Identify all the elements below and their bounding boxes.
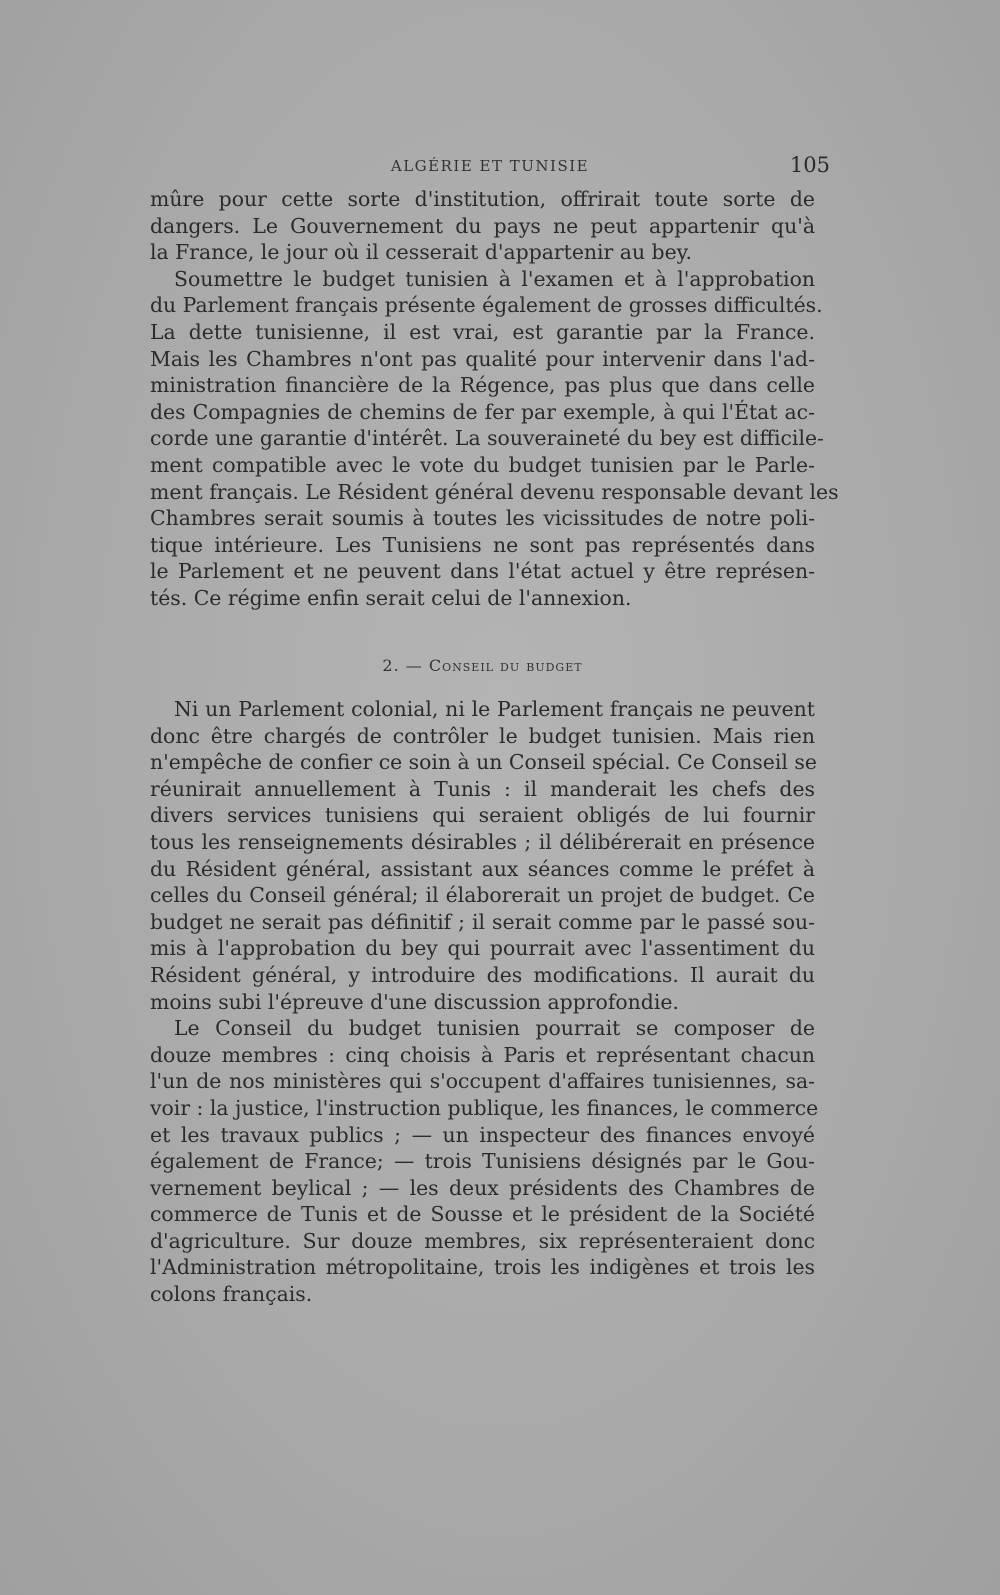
text-line: tous les renseignements désirables ; il délibérerait en présence	[150, 829, 815, 854]
section-number: 2. —	[382, 656, 423, 675]
paragraph-continuation	[150, 186, 815, 266]
paragraph-council	[150, 696, 815, 1015]
text-line: et les travaux publics ; — un inspecteur des finances envoyé	[150, 1122, 815, 1147]
text-line: celles du Conseil général; il élaborerait un projet de budget. Ce	[150, 883, 815, 908]
text-line: mûre pour cette sorte d'institution, offrirait toute sorte de	[150, 187, 815, 211]
text-line: Résident général, y introduire des modifications. Il aurait du	[150, 962, 815, 987]
text-line: Le Conseil du budget tunisien pourrait se composer de	[174, 1016, 815, 1041]
text-line: voir : la justice, l'instruction publique, les finances, le commerce	[150, 1095, 819, 1120]
text-line: d'agriculture. Sur douze membres, six représenteraient donc	[150, 1228, 815, 1253]
text-line: réunirait annuellement à Tunis : il manderait les chefs des	[150, 776, 815, 801]
text-line: tique intérieure. Les Tunisiens ne sont pas représentés dans	[150, 532, 815, 557]
text-line: donc être chargés de contrôler le budget tunisien. Mais rien	[150, 723, 815, 748]
text-line: dangers. Le Gouvernement du pays ne peut appartenir qu'à	[150, 213, 815, 238]
text-line: budget ne serait pas définitif ; il serait comme par le passé sou-	[150, 909, 815, 934]
text-line: ment compatible avec le vote du budget tunisien par le Parle-	[150, 452, 815, 477]
text-line: vernement beylical ; — les deux présidents des Chambres de	[150, 1175, 815, 1200]
text-line: Mais les Chambres n'ont pas qualité pour intervenir dans l'ad-	[150, 346, 815, 371]
text-line: Ni un Parlement colonial, ni le Parlement français ne peuvent	[174, 697, 815, 721]
text-line: ministration financière de la Régence, pas plus que dans celle	[150, 373, 815, 398]
text-line: commerce de Tunis et de Sousse et le président de la Société	[150, 1202, 815, 1227]
section-title: Conseil du budget	[428, 656, 583, 675]
text-line: moins subi l'épreuve d'une discussion approfondie.	[150, 989, 679, 1014]
text-line: n'empêche de confier ce soin à un Conseil spécial. Ce Conseil se	[150, 750, 817, 775]
text-line: l'un de nos ministères qui s'occupent d'affaires tunisiennes, sa-	[150, 1069, 815, 1094]
paragraph-composition	[150, 1015, 819, 1308]
text-line: colons français.	[150, 1282, 313, 1307]
running-header	[150, 153, 830, 183]
text-line: Chambres serait soumis à toutes les vicissitudes de notre poli-	[150, 506, 815, 531]
text-line: douze membres : cinq choisis à Paris et représentant chacun	[150, 1042, 815, 1067]
section-heading	[150, 656, 815, 675]
text-block-bottom	[150, 696, 819, 1308]
text-line: tés. Ce régime enfin serait celui de l'annexion.	[150, 585, 632, 610]
text-line: du Parlement français présente également de grosses difficultés.	[150, 293, 823, 318]
text-line: La dette tunisienne, il est vrai, est garantie par la France.	[150, 319, 815, 344]
text-line: le Parlement et ne peuvent dans l'état actuel y être représen-	[150, 559, 815, 584]
text-line: également de France; — trois Tunisiens désignés par le Gou-	[150, 1149, 815, 1174]
text-line: divers services tunisiens qui seraient obligés de lui fournir	[150, 803, 815, 828]
text-line: la France, le jour où il cesserait d'appartenir au bey.	[150, 240, 692, 265]
text-block-top	[150, 186, 839, 612]
text-line: des Compagnies de chemins de fer par exemple, à qui l'État ac-	[150, 399, 815, 424]
text-line: Soumettre le budget tunisien à l'examen et à l'approbation	[174, 266, 815, 291]
running-title: ALGÉRIE ET TUNISIE	[390, 157, 590, 175]
text-line: l'Administration métropolitaine, trois les indigènes et trois les	[150, 1255, 815, 1280]
page-number: 105	[789, 153, 830, 177]
text-line: du Résident général, assistant aux séances comme le préfet à	[150, 856, 815, 881]
text-line: ment français. Le Résident général devenu responsable devant les	[150, 479, 839, 504]
text-line: mis à l'approbation du bey qui pourrait avec l'assentiment du	[150, 936, 815, 961]
text-line: corde une garantie d'intérêt. La souveraineté du bey est difficile-	[150, 426, 824, 451]
paragraph-parliament	[150, 266, 839, 612]
